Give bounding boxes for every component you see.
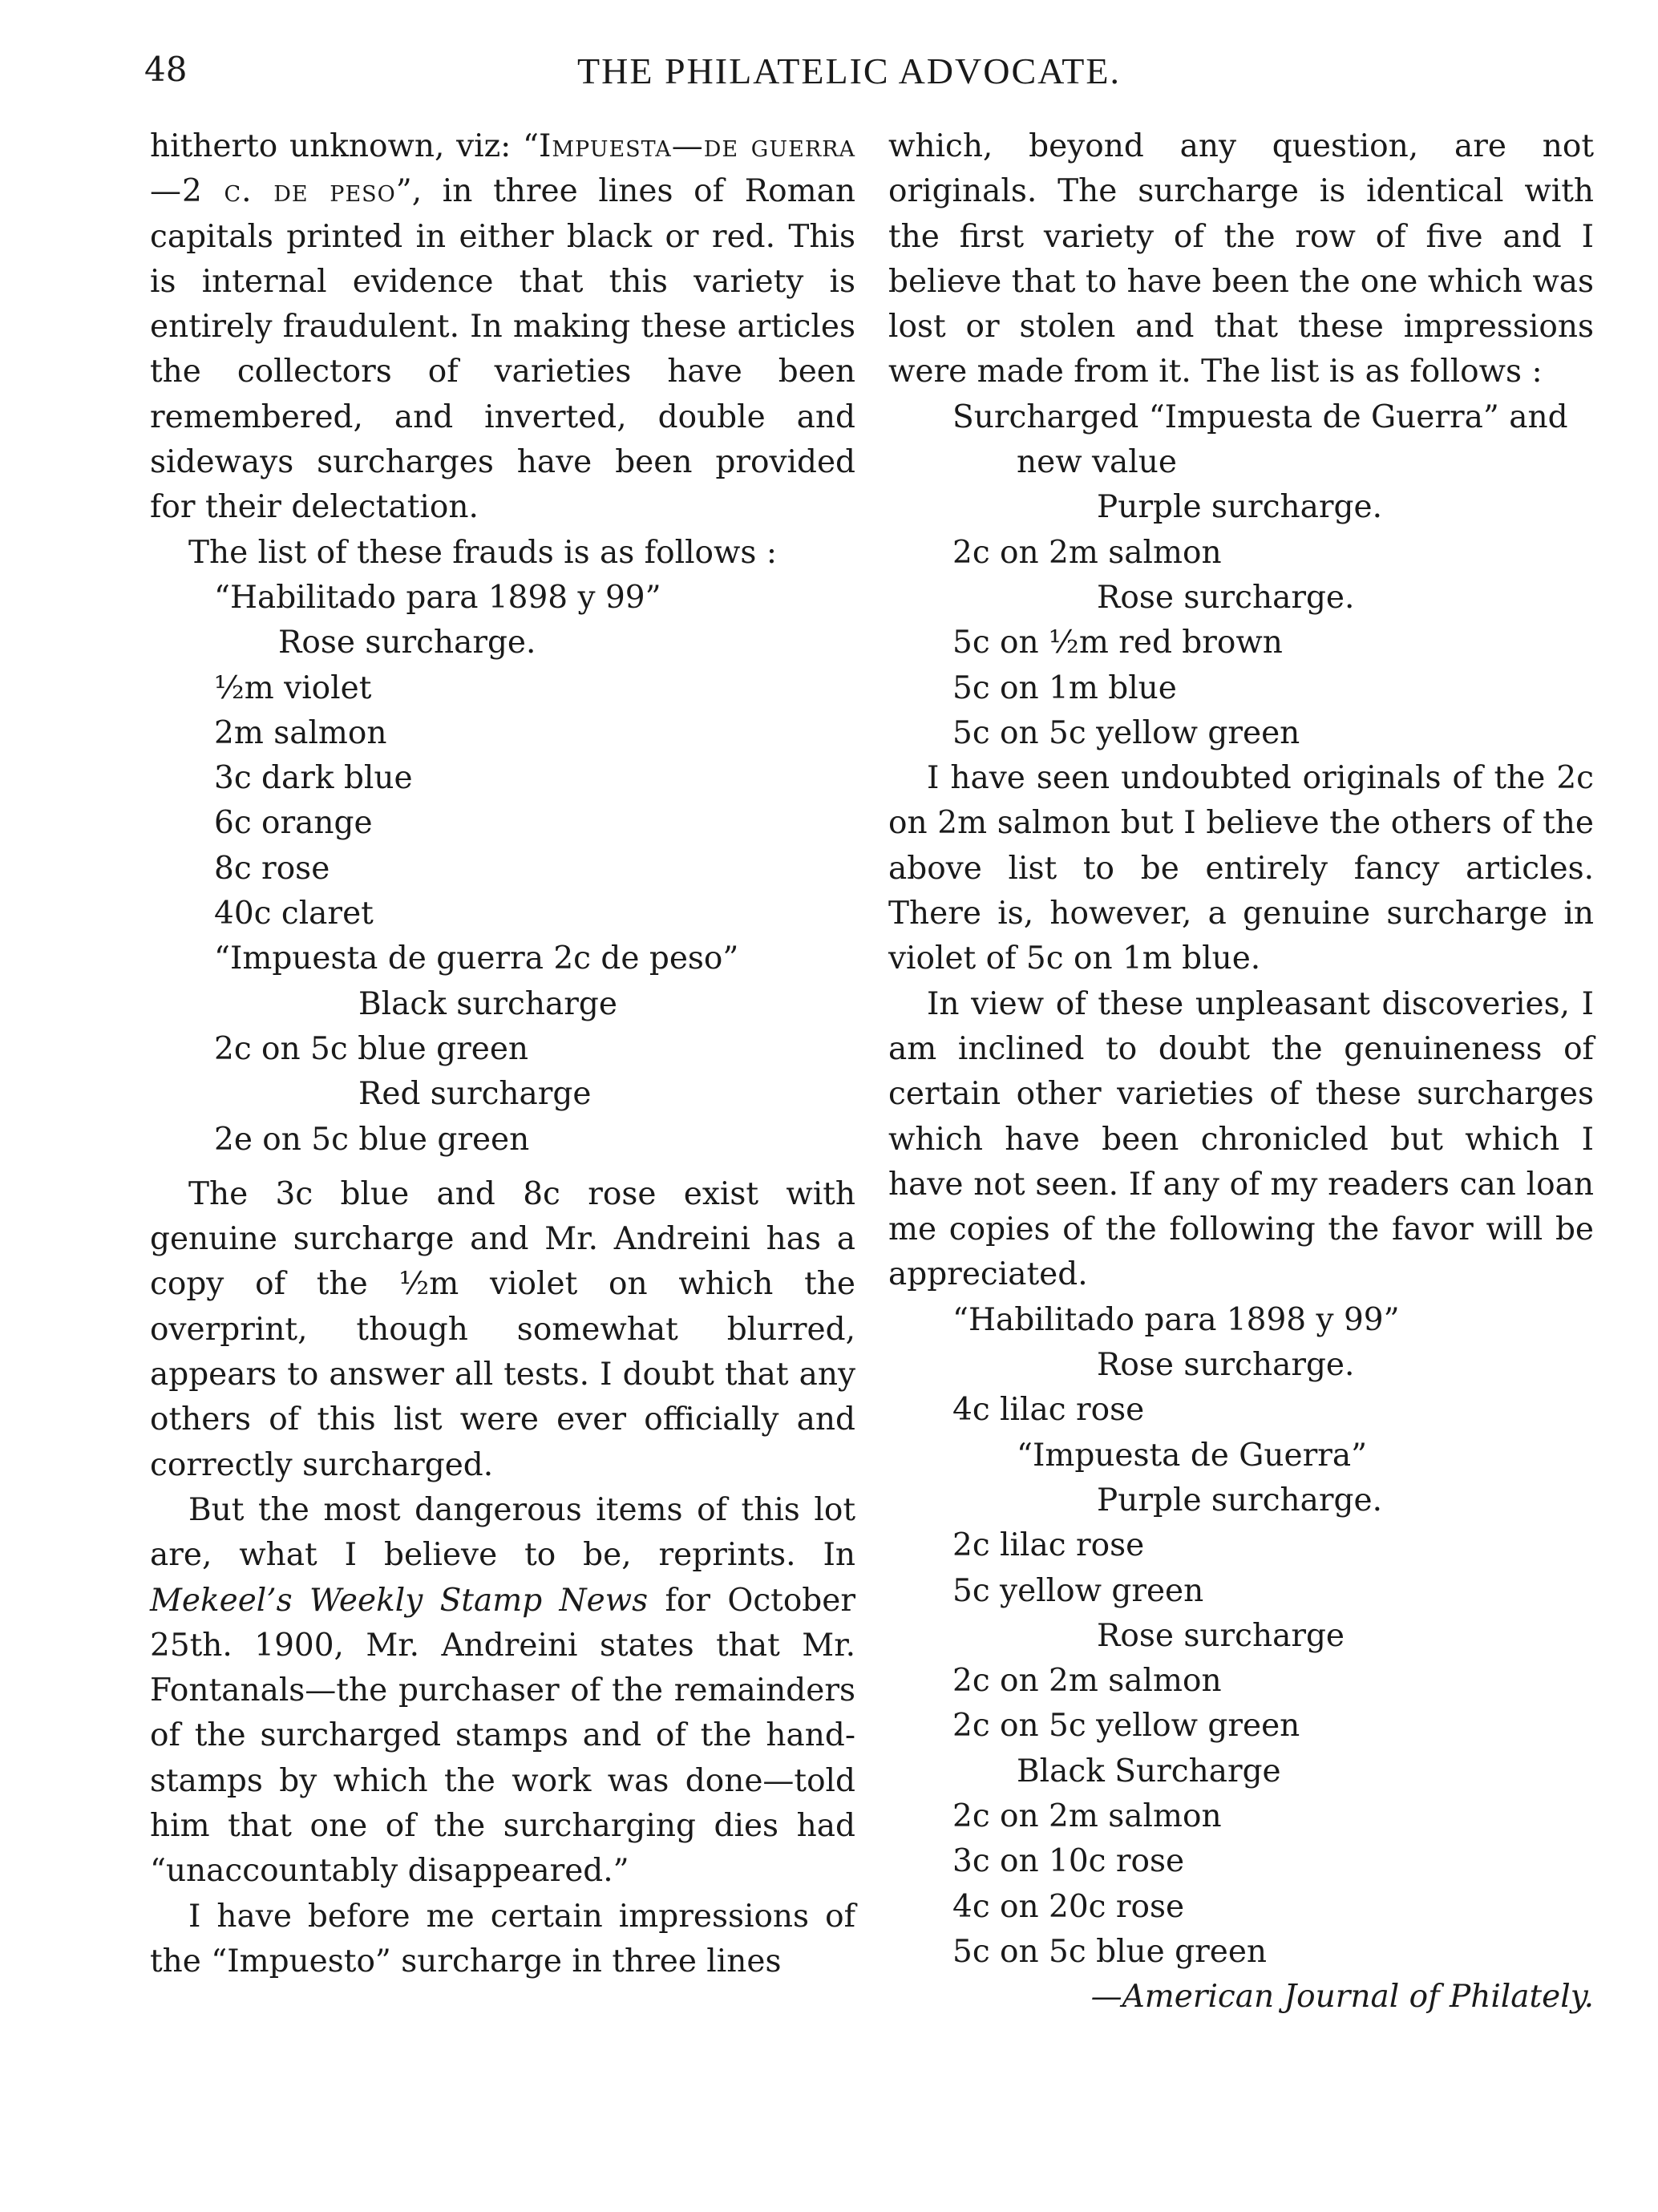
list-item: 2c on 2m salmon — [952, 1663, 1222, 1700]
left-column — [150, 124, 855, 1984]
paragraph: which, beyond any question, are not originals. The surcharge is identical with the first variety of the row of five and I believe that to have been the one which was lost or stolen and that these impressions were made from it. The list is as follows : — [888, 128, 1594, 390]
paragraph: I have before me certain impressions of the “Impuesto” surcharge in three lines — [150, 1898, 855, 1979]
page-header — [144, 50, 1554, 106]
list-header: “Impuesta de Guerra” — [1017, 1437, 1368, 1474]
journal-title: THE PHILATELIC ADVOCATE. — [577, 51, 1121, 91]
list-item: 3c dark blue — [214, 760, 413, 797]
paragraph: hitherto unknown, viz: “Impuesta—de guerra—2 c. de peso”, in three lines of Roman capitals printed in either black or red. This is internal evidence that this variety is entirely fraudulent. In making these articles the collectors of varieties have been remembered, and inverted, double and sideways surcharges have been provided for their delectation. — [150, 128, 855, 526]
list-subheader: Rose surcharge — [1097, 1617, 1345, 1654]
list-item: 5c on 5c blue green — [952, 1933, 1268, 1970]
list-item: 2c on 5c blue green — [214, 1030, 529, 1067]
list-subheader: Black surcharge — [358, 985, 617, 1022]
right-column — [888, 124, 1594, 2020]
list-header: new value — [1017, 444, 1177, 481]
paragraph: In view of these unpleasant discoveries, I am inclined to doubt the genuineness of certain other varieties of these surcharges which have been chronicled but which I have not seen. If any of my readers can loan me copies of the following the favor will be appreciated. — [888, 985, 1594, 1293]
paragraph: But the most dangerous items of this lot are, what I believe to be, reprints. In Mekeel’s Weekly Stamp News for October 25th. 1900, Mr. Andreini states that Mr. Fontanals—the purchaser of the remainders of the surcharged stamps and of the hand-stamps by which the work was done—told him that one of the surcharging dies had “unaccountably disappeared.” — [150, 1491, 855, 1890]
publication-title: Mekeel’s Weekly Stamp News — [150, 1582, 649, 1619]
list-item: 5c on ½m red brown — [952, 625, 1283, 661]
page-number: 48 — [144, 50, 188, 89]
list-item: 3c on 10c rose — [952, 1843, 1185, 1880]
list-subheader: Purple surcharge. — [1097, 1482, 1382, 1518]
source-citation: —American Journal of Philately. — [1090, 1979, 1594, 2016]
paragraph: The 3c blue and 8c rose exist with genuine surcharge and Mr. Andreini has a copy of the ½m violet on which the overprint, though somewhat blurred, appears to answer all tests. I doubt that any others of this list were ever officially and correctly surcharged. — [150, 1175, 855, 1483]
list-header: Surcharged “Impuesta de Guerra” and — [952, 398, 1568, 435]
list-subheader: Red surcharge — [358, 1076, 592, 1113]
list-item: 2c on 2m salmon — [952, 1798, 1222, 1834]
list-item: ½m violet — [214, 669, 372, 706]
list-subheader: Rose surcharge. — [1097, 1347, 1355, 1384]
list-item: 5c on 1m blue — [952, 669, 1177, 706]
list-subheader: Rose surcharge. — [1097, 579, 1355, 616]
surcharge-text: Impuesta—de guerra—2 c. de peso — [150, 128, 855, 210]
list-item: 5c yellow green — [952, 1572, 1204, 1609]
list-header: “Habilitado para 1898 y 99” — [952, 1301, 1400, 1338]
list-item: 2e on 5c blue green — [214, 1121, 530, 1158]
list-item: 5c on 5c yellow green — [952, 714, 1300, 751]
list-subheader: Rose surcharge. — [278, 625, 536, 661]
list-item: 2c on 2m salmon — [952, 534, 1222, 571]
list-subheader: Purple surcharge. — [1097, 489, 1382, 526]
list-item: 2m salmon — [214, 714, 387, 751]
paragraph: I have seen undoubted originals of the 2c on 2m salmon but I believe the others of the above list to be entirely fancy articles. There is, however, a genuine surcharge in violet of 5c on 1m blue. — [888, 760, 1594, 977]
list-item: 8c rose — [214, 850, 330, 887]
list-item: 4c lilac rose — [952, 1392, 1145, 1429]
list-item: 2c lilac rose — [952, 1527, 1145, 1564]
list-item: 6c orange — [214, 805, 373, 842]
list-item: 2c on 5c yellow green — [952, 1708, 1300, 1745]
list-item: 40c claret — [214, 896, 374, 932]
list-header: “Habilitado para 1898 y 99” — [214, 579, 661, 616]
paragraph: The list of these frauds is as follows : — [188, 534, 777, 571]
list-header: “Impuesta de guerra 2c de peso” — [214, 940, 739, 977]
list-subheader: Black Surcharge — [1017, 1753, 1281, 1789]
list-item: 4c on 20c rose — [952, 1888, 1185, 1925]
